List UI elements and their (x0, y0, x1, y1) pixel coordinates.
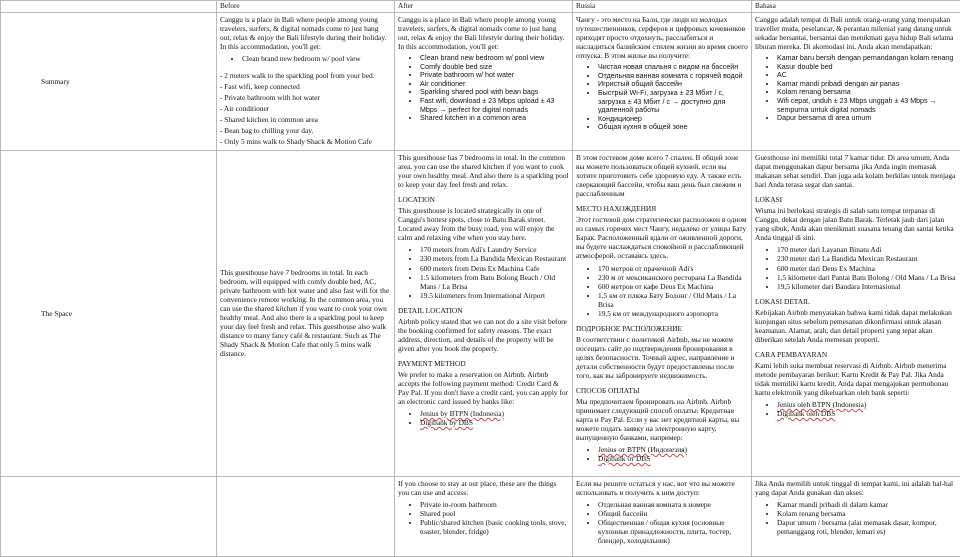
space-after-intro: This guesthouse has 7 bedrooms in total. In the common area, you can use the shared kitchen if you want to cook your own healthy meal. And also there is a sparkling pool to keep your day feel fresh and relax. (398, 153, 569, 189)
list-item: • 1.5 kilometers from Batu Bolong Beach / Old Mans / La Brisa (420, 273, 569, 291)
space-bahasa-detail-title: LOKASI DETAIL (755, 297, 957, 306)
summary-bahasa-cell[interactable] (752, 12, 960, 150)
summary-before-line: - Private bathroom with hot water (220, 93, 391, 102)
space-russia-intro: В этом гостевом доме всего 7 спален. В общей зоне вы можете пользоваться общей кухней, если вы хотите приготовить себе здоровую еду. А также есть сверкающий бассейн, чтобы ваш день был свежим и расслабленным (576, 153, 748, 198)
list-item: • 230 м от мексиканского ресторана La Bandida (598, 273, 748, 282)
list-item: • Чистая новая спальня с видом на бассейн (598, 63, 748, 72)
space-before-cell[interactable] (217, 151, 395, 477)
list-item: • Игристый общий бассейн (598, 80, 748, 89)
list-item: • 19,5 kilometer dari Bandara Internasional (777, 282, 957, 291)
list-item: • Общий бассейн (598, 509, 748, 518)
list-item: • 19.5 kilometers from International Airport (420, 291, 569, 300)
list-item: • Jenius oleh BTPN (Indonesia) (777, 400, 957, 409)
list-item: • Wifi cepat, unduh ± 23 Mbps unggah ± 43 Mbps → sempurna untuk digital nomads (777, 97, 957, 114)
header-cell-before[interactable]: Before (217, 1, 395, 13)
space-russia-distances (576, 264, 748, 318)
summary-russia-cell[interactable] (573, 12, 752, 150)
row-label-summary[interactable]: Summary (1, 12, 217, 150)
space-after-distances (398, 245, 569, 299)
space-after-location-text: This guesthouse is located strategically in one of Canggu's hottest spots, close to Batu Barak street. Located away from the busy road, you will enjoy the calm and relaxing vibe when you stay here. (398, 206, 569, 242)
space-bahasa-payment-title: CARA PEMBAYARAN (755, 350, 957, 359)
list-item: • Public/shared kitchen (basic cooking tools, stove, toaster, blender, fridge) (420, 518, 569, 536)
summary-before-line: - Fast wifi, keep connected (220, 82, 391, 91)
space-russia-payment-title: СПОСОБ ОПЛАТЫ (576, 386, 748, 395)
list-item: • 230 meters from La Bandida Mexican Restaurant (420, 254, 569, 263)
space-after-banks (398, 409, 569, 427)
space-after-payment-text: We prefer to make a reservation on Airbnb. Airbnb accepts the following payment method: Credit Card & Pay Pal. If you don't have a credit card, you can apply for an electronic card issued by banks like: (398, 370, 569, 406)
space-before-text: This guesthouse have 7 bedrooms in total. In each bedroom, will equipped with comfy double bed, AC, private bathroom with hot water and also fast wifi for the convenience remote working. In the common area, you can use the shared kitchen if you want to cook your own healthy meal. And also there is a sparkling pool to keep your day feel fresh and relax. This guesthouse also walk distance to many fancy café & restaurant. Such as The Shady Shack & Motion Cafe that only 5 mins walk distance. (220, 268, 391, 358)
summary-russia-list (576, 63, 748, 132)
list-item: • Private in-room bathroom (420, 500, 569, 509)
access-russia-cell[interactable] (573, 477, 752, 557)
list-item: • Air conditioner (420, 80, 569, 89)
list-item: • Sparkling shared pool with bean bags (420, 88, 569, 97)
summary-russia-intro: Чангу - это место на Бали, где люди из молодых путешественников, серферов и цифровых кочевников приходят просто отдохнуть, расслабиться и насладиться балийским стилем жизни во время своего отпуска. В этом жилье вы получите: (576, 15, 748, 60)
header-cell-bahasa[interactable]: Bahasa (752, 1, 960, 13)
space-russia-payment-text: Мы предпочитаем бронировать на Airbnb. Airbnb принимает следующий способ оплаты: Кредитная карта и Pay Pal. Если у вас нет кредитной карты, вы можете подать заявку на электронную карту, выпущенную банками, например: (576, 397, 748, 442)
space-bahasa-distances (755, 245, 957, 290)
space-after-location-title: LOCATION (398, 195, 569, 204)
header-cell-russia[interactable]: Russia (573, 1, 752, 13)
access-bahasa-cell[interactable] (752, 477, 960, 557)
list-item: • 600 метров от кафе Deus Ex Machina (598, 282, 748, 291)
space-row (1, 151, 960, 477)
list-item: • Отдельная ванная комната с горячей водой (598, 72, 748, 81)
header-cell-after[interactable]: After (395, 1, 573, 13)
space-russia-banks (576, 445, 748, 463)
list-item: • Быстрый Wi-Fi, загрузка ± 23 Мбит / с, загрузка ± 43 Мбит / с → доступно для удаленной работы (598, 89, 748, 115)
summary-before-line: - Only 5 mins walk to Shady Shack & Motion Cafe (220, 137, 391, 146)
list-item: • Kolam renang bersama (777, 88, 957, 97)
access-after-list (398, 500, 569, 536)
summary-after-intro: Canggu is a place in Bali where people among young travelers, surfers, & digital nomads come to just hang out, relax & enjoy the Bali lifestyle during their holiday. In this accommodation, you'll get: (398, 15, 569, 51)
summary-bahasa-list (755, 54, 957, 123)
row-label-access[interactable] (1, 477, 217, 557)
space-bahasa-detail-text: Kebijakan Airbnb menyatakan bahwa kami tidak dapat melakukan kunjungan situs sebelum pemesanan dikonfirmasi untuk alasan keamanan. Alamat, arah, dan detail properti yang tepat akan diberikan setelah Anda memesan properti. (755, 308, 957, 344)
access-after-cell[interactable] (395, 477, 573, 557)
summary-before-cell[interactable] (217, 12, 395, 150)
space-bahasa-location-text: Wisma ini berlokasi strategis di salah satu tempat terpanas di Canggu, dekat dengan jalan Batu Barak. Terletak jauh dari jalan yang sibuk, Anda akan menikmati suasana tenang dan santai ketika Anda tinggal di sini. (755, 206, 957, 242)
header-row (1, 1, 960, 13)
list-item: • 19,5 км от международного аэропорта (598, 309, 748, 318)
list-item: • 170 метров от прачечной Adi's (598, 264, 748, 273)
access-after-intro: If you choose to stay at our place, these are the things you can use and access: (398, 479, 569, 497)
summary-before-line: - Shared kitchen in common area (220, 115, 391, 124)
access-bahasa-list (755, 500, 957, 536)
space-bahasa-cell[interactable] (752, 151, 960, 477)
list-item: • Kamar baru bersih dengan pemandangan kolam renang (777, 54, 957, 63)
space-russia-detail-text: В соответствии с политикой Airbnb, мы не можем посещать сайт до подтверждения бронирования в целях безопасности. Точный адрес, направление и детали собственности будут предоставлены после того, как вы забронируете недвижимость. (576, 335, 748, 380)
list-item: • AC (777, 71, 957, 80)
row-label-space[interactable]: The Space (1, 151, 217, 477)
space-bahasa-banks (755, 400, 957, 418)
summary-bahasa-intro: Canggu adalah tempat di Bali untuk orang-orang yang merupakan traveller muda, peselancar, & perantau milenial yang datang untuk sekadar bersantai, bersantai dan menikmati gaya hidup Bali selama liburan mereka. Di akomodasi ini, Anda akan mendapatkan: (755, 15, 957, 51)
list-item: • Clean brand new bedroom w/ pool view (242, 54, 391, 63)
list-item: • Кондиционер (598, 115, 748, 124)
list-item: • 1,5 kilometer dari Pantai Batu Bolong / Old Mans / La Brisa (777, 273, 957, 282)
list-item: • Dapur umum / bersama (alat memasak dasar, kompor, pemanggang roti, blender, lemari es) (777, 518, 957, 536)
list-item: • Dapur bersama di area umum (777, 114, 957, 123)
space-after-detail-title: DETAIL LOCATION (398, 306, 569, 315)
list-item: • Kamar mandi pribadi dengan air panas (777, 80, 957, 89)
list-item: • Digibank oleh DBS (777, 409, 957, 418)
summary-after-list (398, 54, 569, 123)
list-item: • Kolam renang bersama (777, 509, 957, 518)
space-bahasa-payment-text: Kami lebih suka membuat reservasi di Airbnb. Airbnb menerima metode pembayaran berikut: Kartu Kredit & Pay Pal. Jika Anda tidak memiliki kartu kredit, Anda dapat mengajukan permohonan kartu elektronik yang dikeluarkan oleh bank seperti: (755, 361, 957, 397)
summary-before-line: - Bean bag to chilling your day. (220, 126, 391, 135)
list-item: • Jenius by BTPN (Indonesia) (420, 409, 569, 418)
list-item: • Digibank от DBS (598, 454, 748, 463)
access-bahasa-intro: Jika Anda memilih untuk tinggal di tempat kami, ini adalah hal-hal yang dapat Anda gunakan dan akses: (755, 479, 957, 497)
space-russia-detail-title: ПОДРОБНОЕ РАСПОЛОЖЕНИЕ (576, 324, 748, 333)
summary-before-line: - 2 meters walk to the sparkling pool from your bed. (220, 71, 391, 80)
list-item: • Digibank by DBS (420, 418, 569, 427)
list-item: • 170 meter dari Layanan Binatu Adi (777, 245, 957, 254)
list-item: • 600 meters from Deus Ex Machina Cafe (420, 264, 569, 273)
space-bahasa-intro: Guesthouse ini memiliki total 7 kamar tidur. Di area umum, Anda dapat menggunakan dapur bersama jika Anda ingin memasak makanan sehat sendiri. Dan juga ada kolam berkilau untuk menjaga hari Anda terasa segar dan santai. (755, 153, 957, 189)
list-item: • Общая кухня в общей зоне (598, 123, 748, 132)
space-russia-location-title: МЕСТО НАХОЖДЕНИЯ (576, 204, 748, 213)
access-before-cell[interactable] (217, 477, 395, 557)
summary-row (1, 12, 960, 150)
header-cell-empty[interactable] (1, 1, 217, 13)
space-after-detail-text: Airbnb policy stated that we can not do a site visit before the booking confirmed for safety reasons. The exact address, direction, and details of the property will be given after you book the property. (398, 317, 569, 353)
list-item: • Private bathroom w/ hot water (420, 71, 569, 80)
space-russia-cell[interactable] (573, 151, 752, 477)
list-item: • Fast wifi, download ± 23 Mbps upload ± 43 Mbps → perfect for digital nomads (420, 97, 569, 114)
summary-before-line: - Air conditioner (220, 104, 391, 113)
space-after-cell[interactable] (395, 151, 573, 477)
list-item: • 170 meters from Adi's Laundry Service (420, 245, 569, 254)
list-item: • Comfy double bed size (420, 63, 569, 72)
summary-before-intro: Canggu is a place in Bali where people among young travelers, surfers, & digital nomads come to just hang out, relax & enjoy the Bali lifestyle during their holiday. In this accommodation, you'll get: (220, 15, 391, 51)
space-bahasa-location-title: LOKASI (755, 195, 957, 204)
list-item: • Shared kitchen in a common area (420, 114, 569, 123)
access-row (1, 477, 960, 557)
space-russia-location-text: Этот гостевой дом стратегически расположен в одном из самых горячих мест Чангу, недалеко от улицы Бату Барак. Расположенный вдали от оживленной дороги, вы будете наслаждаться спокойной и расслабляющей атмосферой, оставаясь здесь. (576, 215, 748, 260)
list-item: • Clean brand new bedroom w/ pool view (420, 54, 569, 63)
list-item: • Kasur double bed (777, 63, 957, 72)
list-item: • Jenius от BTPN (Индонезия) (598, 445, 748, 454)
list-item: • 1,5 км от пляжа Бату Болонг / Old Mans / La Brisa (598, 291, 748, 309)
list-item: • Shared pool (420, 509, 569, 518)
summary-after-cell[interactable] (395, 12, 573, 150)
space-after-payment-title: PAYMENT METHOD (398, 359, 569, 368)
list-item: • 600 meter dari Deus Ex Machina (777, 264, 957, 273)
list-item: • 230 meter dari La Bandida Mexican Restaurant (777, 254, 957, 263)
access-russia-intro: Если вы решите остаться у нас, вот что вы можете использовать и получить к ним доступ: (576, 479, 748, 497)
summary-before-list (220, 54, 391, 63)
list-item: • Отдельная ванная комната в номере (598, 500, 748, 509)
list-item: • Общественная / общая кухня (основные кухонные принадлежности, плита, тостер, блендер, холодильник) (598, 518, 748, 545)
list-item: • Kamar mandi pribadi di dalam kamar (777, 500, 957, 509)
